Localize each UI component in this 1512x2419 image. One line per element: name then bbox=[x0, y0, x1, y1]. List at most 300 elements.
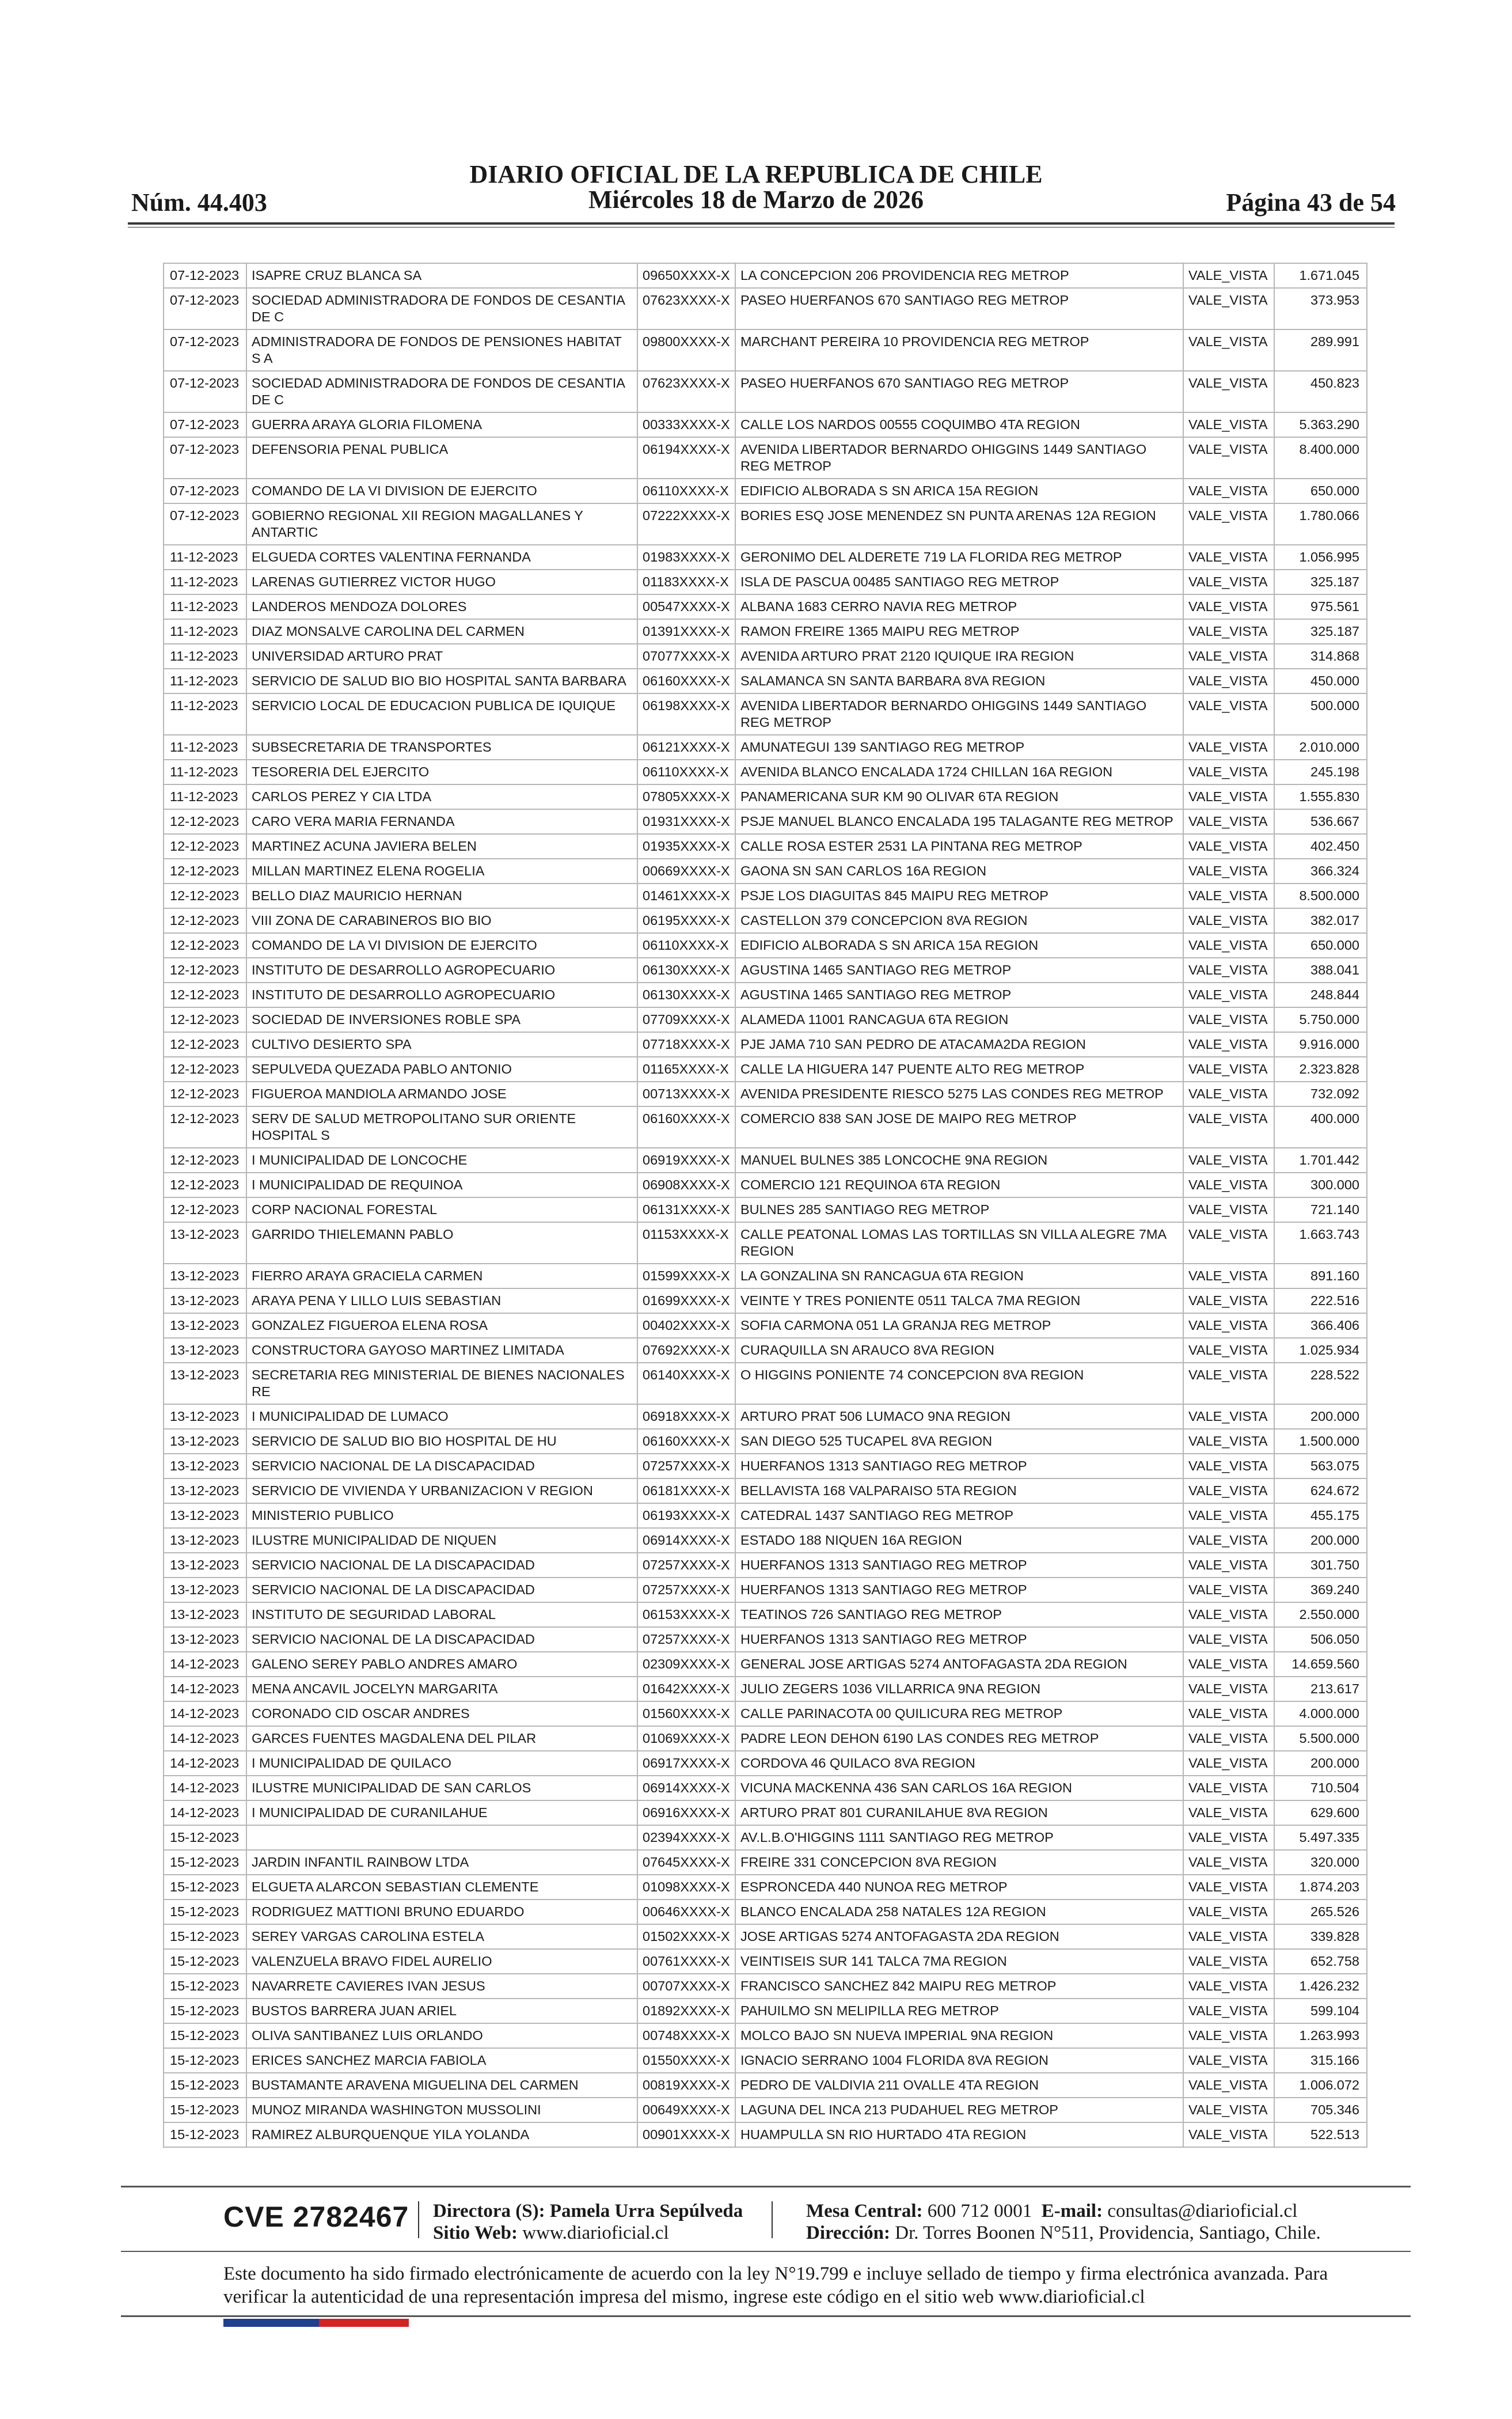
payment-date-cell: 15-12-2023 bbox=[164, 2098, 246, 2122]
beneficiary-name-cell: SECRETARIA REG MINISTERIAL DE BIENES NACIONALES RE bbox=[246, 1363, 637, 1404]
payment-date-cell: 12-12-2023 bbox=[164, 958, 246, 983]
table-row bbox=[164, 859, 1367, 884]
payment-date-cell: 15-12-2023 bbox=[164, 2073, 246, 2098]
beneficiary-name-cell: RAMIREZ ALBURQUENQUE YILA YOLANDA bbox=[246, 2122, 637, 2147]
payment-method-cell: VALE_VISTA bbox=[1183, 669, 1274, 693]
journal-title: DIARIO OFICIAL DE LA REPUBLICA DE CHILE bbox=[469, 160, 1043, 188]
address-cell: HUERFANOS 1313 SANTIAGO REG METROP bbox=[735, 1578, 1183, 1602]
table-row bbox=[164, 412, 1367, 437]
address-cell: GAONA SN SAN CARLOS 16A REGION bbox=[735, 859, 1183, 884]
payment-method-cell: VALE_VISTA bbox=[1183, 1701, 1274, 1726]
rut-masked-cell: 06110XXXX-X bbox=[637, 933, 735, 958]
payment-date-cell: 13-12-2023 bbox=[164, 1528, 246, 1553]
address-cell: VEINTISEIS SUR 141 TALCA 7MA REGION bbox=[735, 1949, 1183, 1974]
address-cell: SAN DIEGO 525 TUCAPEL 8VA REGION bbox=[735, 1429, 1183, 1454]
beneficiary-name-cell: I MUNICIPALIDAD DE QUILACO bbox=[246, 1751, 637, 1776]
rut-masked-cell: 00669XXXX-X bbox=[637, 859, 735, 884]
payment-date-cell: 07-12-2023 bbox=[164, 437, 246, 479]
payment-method-cell: VALE_VISTA bbox=[1183, 1007, 1274, 1032]
payment-method-cell: VALE_VISTA bbox=[1183, 1222, 1274, 1264]
rut-masked-cell: 06153XXXX-X bbox=[637, 1602, 735, 1627]
amount-cell: 382.017 bbox=[1274, 908, 1367, 933]
rut-masked-cell: 06130XXXX-X bbox=[637, 958, 735, 983]
rut-masked-cell: 06198XXXX-X bbox=[637, 693, 735, 735]
address-cell: BULNES 285 SANTIAGO REG METROP bbox=[735, 1197, 1183, 1222]
rut-masked-cell: 01461XXXX-X bbox=[637, 884, 735, 908]
address-cell: CURAQUILLA SN ARAUCO 8VA REGION bbox=[735, 1338, 1183, 1363]
payment-method-cell: VALE_VISTA bbox=[1183, 1578, 1274, 1602]
amount-cell: 301.750 bbox=[1274, 1553, 1367, 1578]
table-row bbox=[164, 1553, 1367, 1578]
address-cell: BLANCO ENCALADA 258 NATALES 12A REGION bbox=[735, 1899, 1183, 1924]
table-row bbox=[164, 1726, 1367, 1751]
payment-date-cell: 15-12-2023 bbox=[164, 1924, 246, 1949]
rut-masked-cell: 02394XXXX-X bbox=[637, 1825, 735, 1850]
amount-cell: 563.075 bbox=[1274, 1454, 1367, 1478]
flag-stripe-blue bbox=[223, 2319, 319, 2327]
address-cell: CALLE LA HIGUERA 147 PUENTE ALTO REG METROP bbox=[735, 1057, 1183, 1082]
payment-method-cell: VALE_VISTA bbox=[1183, 1404, 1274, 1429]
address-cell: MOLCO BAJO SN NUEVA IMPERIAL 9NA REGION bbox=[735, 2023, 1183, 2048]
payment-date-cell: 13-12-2023 bbox=[164, 1503, 246, 1528]
rut-masked-cell: 00819XXXX-X bbox=[637, 2073, 735, 2098]
table-row bbox=[164, 2098, 1367, 2122]
footer-separator bbox=[772, 2201, 773, 2238]
beneficiary-name-cell: VIII ZONA DE CARABINEROS BIO BIO bbox=[246, 908, 637, 933]
table-row bbox=[164, 1652, 1367, 1677]
table-row bbox=[164, 958, 1367, 983]
amount-cell: 5.363.290 bbox=[1274, 412, 1367, 437]
address-label: Dirección: bbox=[806, 2223, 891, 2243]
amount-cell: 366.406 bbox=[1274, 1313, 1367, 1338]
payment-method-cell: VALE_VISTA bbox=[1183, 1677, 1274, 1701]
beneficiary-name-cell: ILUSTRE MUNICIPALIDAD DE NIQUEN bbox=[246, 1528, 637, 1553]
beneficiary-name-cell: OLIVA SANTIBANEZ LUIS ORLANDO bbox=[246, 2023, 637, 2048]
payment-date-cell: 11-12-2023 bbox=[164, 693, 246, 735]
rut-masked-cell: 09650XXXX-X bbox=[637, 263, 735, 288]
amount-cell: 314.868 bbox=[1274, 644, 1367, 669]
address-cell: AMUNATEGUI 139 SANTIAGO REG METROP bbox=[735, 735, 1183, 760]
payment-method-cell: VALE_VISTA bbox=[1183, 619, 1274, 644]
amount-cell: 373.953 bbox=[1274, 288, 1367, 329]
address-cell: HUAMPULLA SN RIO HURTADO 4TA REGION bbox=[735, 2122, 1183, 2147]
beneficiary-name-cell: GARRIDO THIELEMANN PABLO bbox=[246, 1222, 637, 1264]
amount-cell: 320.000 bbox=[1274, 1850, 1367, 1875]
payment-method-cell: VALE_VISTA bbox=[1183, 594, 1274, 619]
rut-masked-cell: 06195XXXX-X bbox=[637, 908, 735, 933]
email-link[interactable]: consultas@diarioficial.cl bbox=[1107, 2201, 1298, 2221]
address-cell: RAMON FREIRE 1365 MAIPU REG METROP bbox=[735, 619, 1183, 644]
payment-method-cell: VALE_VISTA bbox=[1183, 1503, 1274, 1528]
table-row bbox=[164, 1363, 1367, 1404]
payment-date-cell: 13-12-2023 bbox=[164, 1429, 246, 1454]
beneficiary-name-cell: I MUNICIPALIDAD DE CURANILAHUE bbox=[246, 1800, 637, 1825]
table-row bbox=[164, 1197, 1367, 1222]
table-row bbox=[164, 1875, 1367, 1899]
mesa-label: Mesa Central: bbox=[806, 2201, 923, 2221]
beneficiary-name-cell: I MUNICIPALIDAD DE LUMACO bbox=[246, 1404, 637, 1429]
address-cell: EDIFICIO ALBORADA S SN ARICA 15A REGION bbox=[735, 933, 1183, 958]
payment-method-cell: VALE_VISTA bbox=[1183, 437, 1274, 479]
amount-cell: 5.750.000 bbox=[1274, 1007, 1367, 1032]
table-row bbox=[164, 1404, 1367, 1429]
payment-method-cell: VALE_VISTA bbox=[1183, 1429, 1274, 1454]
table-row bbox=[164, 1602, 1367, 1627]
amount-cell: 8.400.000 bbox=[1274, 437, 1367, 479]
beneficiary-name-cell: MILLAN MARTINEZ ELENA ROGELIA bbox=[246, 859, 637, 884]
address-cell: TEATINOS 726 SANTIAGO REG METROP bbox=[735, 1602, 1183, 1627]
table-row bbox=[164, 644, 1367, 669]
footer-rule-bottom bbox=[121, 2315, 1411, 2317]
payment-method-cell: VALE_VISTA bbox=[1183, 1478, 1274, 1503]
payment-date-cell: 11-12-2023 bbox=[164, 784, 246, 809]
rut-masked-cell: 01098XXXX-X bbox=[637, 1875, 735, 1899]
address-cell: PSJE MANUEL BLANCO ENCALADA 195 TALAGANTE REG METROP bbox=[735, 809, 1183, 834]
payment-date-cell: 12-12-2023 bbox=[164, 933, 246, 958]
table-row bbox=[164, 1288, 1367, 1313]
mesa-phone: 600 712 0001 bbox=[927, 2201, 1032, 2221]
beneficiary-name-cell: SOCIEDAD ADMINISTRADORA DE FONDOS DE CESANTIA DE C bbox=[246, 371, 637, 412]
amount-cell: 325.187 bbox=[1274, 619, 1367, 644]
table-row bbox=[164, 1338, 1367, 1363]
payment-date-cell: 13-12-2023 bbox=[164, 1338, 246, 1363]
payment-method-cell: VALE_VISTA bbox=[1183, 570, 1274, 594]
table-row bbox=[164, 1478, 1367, 1503]
payments-table bbox=[163, 263, 1367, 2148]
amount-cell: 200.000 bbox=[1274, 1751, 1367, 1776]
amount-cell: 325.187 bbox=[1274, 570, 1367, 594]
payment-date-cell: 14-12-2023 bbox=[164, 1800, 246, 1825]
payment-method-cell: VALE_VISTA bbox=[1183, 503, 1274, 545]
table-row bbox=[164, 834, 1367, 859]
beneficiary-name-cell: COMANDO DE LA VI DIVISION DE EJERCITO bbox=[246, 479, 637, 503]
amount-cell: 629.600 bbox=[1274, 1800, 1367, 1825]
table-row bbox=[164, 1148, 1367, 1173]
rut-masked-cell: 07257XXXX-X bbox=[637, 1553, 735, 1578]
table-row bbox=[164, 983, 1367, 1007]
payment-method-cell: VALE_VISTA bbox=[1183, 1197, 1274, 1222]
amount-cell: 222.516 bbox=[1274, 1288, 1367, 1313]
address-cell: MARCHANT PEREIRA 10 PROVIDENCIA REG METROP bbox=[735, 329, 1183, 371]
table-row bbox=[164, 760, 1367, 784]
email-label: E-mail: bbox=[1041, 2201, 1103, 2221]
payment-date-cell: 12-12-2023 bbox=[164, 884, 246, 908]
rut-masked-cell: 06121XXXX-X bbox=[637, 735, 735, 760]
address-cell: CALLE PARINACOTA 00 QUILICURA REG METROP bbox=[735, 1701, 1183, 1726]
address-cell: PSJE LOS DIAGUITAS 845 MAIPU REG METROP bbox=[735, 884, 1183, 908]
amount-cell: 1.780.066 bbox=[1274, 503, 1367, 545]
payment-method-cell: VALE_VISTA bbox=[1183, 1313, 1274, 1338]
address-cell: AVENIDA PRESIDENTE RIESCO 5275 LAS CONDES REG METROP bbox=[735, 1082, 1183, 1106]
payment-method-cell: VALE_VISTA bbox=[1183, 1057, 1274, 1082]
table-row bbox=[164, 329, 1367, 371]
amount-cell: 400.000 bbox=[1274, 1106, 1367, 1148]
address-cell: JOSE ARTIGAS 5274 ANTOFAGASTA 2DA REGION bbox=[735, 1924, 1183, 1949]
amount-cell: 1.671.045 bbox=[1274, 263, 1367, 288]
address-cell: PEDRO DE VALDIVIA 211 OVALLE 4TA REGION bbox=[735, 2073, 1183, 2098]
web-link[interactable]: www.diarioficial.cl bbox=[522, 2223, 669, 2243]
footer-director-block bbox=[433, 2200, 743, 2244]
rut-masked-cell: 00707XXXX-X bbox=[637, 1974, 735, 1999]
payment-date-cell: 14-12-2023 bbox=[164, 1776, 246, 1800]
amount-cell: 388.041 bbox=[1274, 958, 1367, 983]
amount-cell: 506.050 bbox=[1274, 1627, 1367, 1652]
table-row bbox=[164, 1578, 1367, 1602]
cve-code: CVE 2782467 bbox=[223, 2201, 409, 2233]
payment-method-cell: VALE_VISTA bbox=[1183, 263, 1274, 288]
beneficiary-name-cell: CULTIVO DESIERTO SPA bbox=[246, 1032, 637, 1057]
director-name: Pamela Urra Sepúlveda bbox=[549, 2201, 743, 2221]
table-row bbox=[164, 1899, 1367, 1924]
table-row bbox=[164, 1082, 1367, 1106]
payment-method-cell: VALE_VISTA bbox=[1183, 958, 1274, 983]
table-row bbox=[164, 1173, 1367, 1197]
rut-masked-cell: 01550XXXX-X bbox=[637, 2048, 735, 2073]
beneficiary-name-cell: SEREY VARGAS CAROLINA ESTELA bbox=[246, 1924, 637, 1949]
payment-method-cell: VALE_VISTA bbox=[1183, 1032, 1274, 1057]
beneficiary-name-cell: ELGUETA ALARCON SEBASTIAN CLEMENTE bbox=[246, 1875, 637, 1899]
amount-cell: 248.844 bbox=[1274, 983, 1367, 1007]
payment-date-cell: 13-12-2023 bbox=[164, 1454, 246, 1478]
payment-date-cell: 12-12-2023 bbox=[164, 809, 246, 834]
payment-date-cell: 07-12-2023 bbox=[164, 479, 246, 503]
amount-cell: 228.522 bbox=[1274, 1363, 1367, 1404]
payment-date-cell: 07-12-2023 bbox=[164, 288, 246, 329]
payment-date-cell: 07-12-2023 bbox=[164, 329, 246, 371]
payment-date-cell: 13-12-2023 bbox=[164, 1288, 246, 1313]
payment-date-cell: 13-12-2023 bbox=[164, 1363, 246, 1404]
rut-masked-cell: 00761XXXX-X bbox=[637, 1949, 735, 1974]
payments-table-body bbox=[164, 263, 1367, 2147]
beneficiary-name-cell: SERVICIO DE VIVIENDA Y URBANIZACION V REGION bbox=[246, 1478, 637, 1503]
payment-date-cell: 11-12-2023 bbox=[164, 760, 246, 784]
payment-date-cell: 14-12-2023 bbox=[164, 1701, 246, 1726]
beneficiary-name-cell: BELLO DIAZ MAURICIO HERNAN bbox=[246, 884, 637, 908]
payment-date-cell: 11-12-2023 bbox=[164, 735, 246, 760]
payment-method-cell: VALE_VISTA bbox=[1183, 1751, 1274, 1776]
rut-masked-cell: 01391XXXX-X bbox=[637, 619, 735, 644]
beneficiary-name-cell: JARDIN INFANTIL RAINBOW LTDA bbox=[246, 1850, 637, 1875]
rut-masked-cell: 06914XXXX-X bbox=[637, 1776, 735, 1800]
address-cell: LA GONZALINA SN RANCAGUA 6TA REGION bbox=[735, 1264, 1183, 1288]
beneficiary-name-cell: SERVICIO DE SALUD BIO BIO HOSPITAL SANTA BARBARA bbox=[246, 669, 637, 693]
payment-method-cell: VALE_VISTA bbox=[1183, 1363, 1274, 1404]
payment-method-cell: VALE_VISTA bbox=[1183, 479, 1274, 503]
payment-method-cell: VALE_VISTA bbox=[1183, 1825, 1274, 1850]
rut-masked-cell: 06917XXXX-X bbox=[637, 1751, 735, 1776]
beneficiary-name-cell: I MUNICIPALIDAD DE LONCOCHE bbox=[246, 1148, 637, 1173]
amount-cell: 5.500.000 bbox=[1274, 1726, 1367, 1751]
table-row bbox=[164, 1701, 1367, 1726]
amount-cell: 455.175 bbox=[1274, 1503, 1367, 1528]
table-row bbox=[164, 1677, 1367, 1701]
address-cell: ARTURO PRAT 801 CURANILAHUE 8VA REGION bbox=[735, 1800, 1183, 1825]
director-label: Directora (S): bbox=[433, 2201, 545, 2221]
payment-method-cell: VALE_VISTA bbox=[1183, 2122, 1274, 2147]
address-cell: PADRE LEON DEHON 6190 LAS CONDES REG METROP bbox=[735, 1726, 1183, 1751]
table-row bbox=[164, 1924, 1367, 1949]
amount-cell: 1.500.000 bbox=[1274, 1429, 1367, 1454]
table-row bbox=[164, 437, 1367, 479]
beneficiary-name-cell: INSTITUTO DE DESARROLLO AGROPECUARIO bbox=[246, 983, 637, 1007]
payment-method-cell: VALE_VISTA bbox=[1183, 1627, 1274, 1652]
beneficiary-name-cell: CORONADO CID OSCAR ANDRES bbox=[246, 1701, 637, 1726]
payment-date-cell: 15-12-2023 bbox=[164, 1999, 246, 2023]
rut-masked-cell: 07257XXXX-X bbox=[637, 1578, 735, 1602]
payment-method-cell: VALE_VISTA bbox=[1183, 933, 1274, 958]
beneficiary-name-cell: GOBIERNO REGIONAL XII REGION MAGALLANES Y ANTARTIC bbox=[246, 503, 637, 545]
payment-method-cell: VALE_VISTA bbox=[1183, 1106, 1274, 1148]
amount-cell: 500.000 bbox=[1274, 693, 1367, 735]
address-cell: GENERAL JOSE ARTIGAS 5274 ANTOFAGASTA 2DA REGION bbox=[735, 1652, 1183, 1677]
address-cell: IGNACIO SERRANO 1004 FLORIDA 8VA REGION bbox=[735, 2048, 1183, 2073]
rut-masked-cell: 01931XXXX-X bbox=[637, 809, 735, 834]
table-row bbox=[164, 2023, 1367, 2048]
address-cell: PANAMERICANA SUR KM 90 OLIVAR 6TA REGION bbox=[735, 784, 1183, 809]
beneficiary-name-cell: ARAYA PENA Y LILLO LUIS SEBASTIAN bbox=[246, 1288, 637, 1313]
rut-masked-cell: 06916XXXX-X bbox=[637, 1800, 735, 1825]
payment-date-cell: 15-12-2023 bbox=[164, 1825, 246, 1850]
amount-cell: 891.160 bbox=[1274, 1264, 1367, 1288]
beneficiary-name-cell: SERVICIO NACIONAL DE LA DISCAPACIDAD bbox=[246, 1578, 637, 1602]
table-row bbox=[164, 1057, 1367, 1082]
rut-masked-cell: 00646XXXX-X bbox=[637, 1899, 735, 1924]
amount-cell: 315.166 bbox=[1274, 2048, 1367, 2073]
rut-masked-cell: 06914XXXX-X bbox=[637, 1528, 735, 1553]
amount-cell: 1.555.830 bbox=[1274, 784, 1367, 809]
address-cell: SALAMANCA SN SANTA BARBARA 8VA REGION bbox=[735, 669, 1183, 693]
table-row bbox=[164, 1800, 1367, 1825]
amount-cell: 450.823 bbox=[1274, 371, 1367, 412]
amount-cell: 975.561 bbox=[1274, 594, 1367, 619]
payment-date-cell: 11-12-2023 bbox=[164, 619, 246, 644]
beneficiary-name-cell: CARLOS PEREZ Y CIA LTDA bbox=[246, 784, 637, 809]
payment-date-cell: 12-12-2023 bbox=[164, 1106, 246, 1148]
amount-cell: 1.006.072 bbox=[1274, 2073, 1367, 2098]
amount-cell: 624.672 bbox=[1274, 1478, 1367, 1503]
address-cell: FREIRE 331 CONCEPCION 8VA REGION bbox=[735, 1850, 1183, 1875]
rut-masked-cell: 01892XXXX-X bbox=[637, 1999, 735, 2023]
rut-masked-cell: 07623XXXX-X bbox=[637, 288, 735, 329]
payment-method-cell: VALE_VISTA bbox=[1183, 1338, 1274, 1363]
payment-date-cell: 07-12-2023 bbox=[164, 412, 246, 437]
amount-cell: 300.000 bbox=[1274, 1173, 1367, 1197]
rut-masked-cell: 00547XXXX-X bbox=[637, 594, 735, 619]
beneficiary-name-cell: ELGUEDA CORTES VALENTINA FERNANDA bbox=[246, 545, 637, 570]
address-cell: COMERCIO 121 REQUINOA 6TA REGION bbox=[735, 1173, 1183, 1197]
beneficiary-name-cell: CORP NACIONAL FORESTAL bbox=[246, 1197, 637, 1222]
address-cell: AVENIDA LIBERTADOR BERNARDO OHIGGINS 1449 SANTIAGO REG METROP bbox=[735, 437, 1183, 479]
payment-date-cell: 12-12-2023 bbox=[164, 1032, 246, 1057]
beneficiary-name-cell: INSTITUTO DE SEGURIDAD LABORAL bbox=[246, 1602, 637, 1627]
address-cell: CATEDRAL 1437 SANTIAGO REG METROP bbox=[735, 1503, 1183, 1528]
amount-cell: 1.701.442 bbox=[1274, 1148, 1367, 1173]
beneficiary-name-cell: CARO VERA MARIA FERNANDA bbox=[246, 809, 637, 834]
rut-masked-cell: 06160XXXX-X bbox=[637, 1429, 735, 1454]
table-row bbox=[164, 1825, 1367, 1850]
table-row bbox=[164, 594, 1367, 619]
rut-masked-cell: 07623XXXX-X bbox=[637, 371, 735, 412]
address-cell: CORDOVA 46 QUILACO 8VA REGION bbox=[735, 1751, 1183, 1776]
legal-notice: Este documento ha sido firmado electrónicamente de acuerdo con la ley N°19.799 e incluye sellado de tiempo y firma electrónica avanzada. Para verificar la autenticidad de una representación impresa del mismo, ingrese este código en el sitio web www.diarioficial.cl bbox=[223, 2263, 1328, 2307]
payment-method-cell: VALE_VISTA bbox=[1183, 1875, 1274, 1899]
amount-cell: 2.550.000 bbox=[1274, 1602, 1367, 1627]
address-cell: ALAMEDA 11001 RANCAGUA 6TA REGION bbox=[735, 1007, 1183, 1032]
beneficiary-name-cell bbox=[246, 1825, 637, 1850]
payment-method-cell: VALE_VISTA bbox=[1183, 2098, 1274, 2122]
payment-method-cell: VALE_VISTA bbox=[1183, 545, 1274, 570]
rut-masked-cell: 00333XXXX-X bbox=[637, 412, 735, 437]
payment-method-cell: VALE_VISTA bbox=[1183, 644, 1274, 669]
beneficiary-name-cell: SOCIEDAD ADMINISTRADORA DE FONDOS DE CESANTIA DE C bbox=[246, 288, 637, 329]
payment-method-cell: VALE_VISTA bbox=[1183, 1999, 1274, 2023]
beneficiary-name-cell: ADMINISTRADORA DE FONDOS DE PENSIONES HABITAT S A bbox=[246, 329, 637, 371]
rut-masked-cell: 06919XXXX-X bbox=[637, 1148, 735, 1173]
table-row bbox=[164, 1106, 1367, 1148]
rut-masked-cell: 00649XXXX-X bbox=[637, 2098, 735, 2122]
rut-masked-cell: 01983XXXX-X bbox=[637, 545, 735, 570]
beneficiary-name-cell: SERVICIO DE SALUD BIO BIO HOSPITAL DE HU bbox=[246, 1429, 637, 1454]
payment-method-cell: VALE_VISTA bbox=[1183, 908, 1274, 933]
amount-cell: 1.874.203 bbox=[1274, 1875, 1367, 1899]
beneficiary-name-cell: MUNOZ MIRANDA WASHINGTON MUSSOLINI bbox=[246, 2098, 637, 2122]
amount-cell: 650.000 bbox=[1274, 933, 1367, 958]
table-row bbox=[164, 693, 1367, 735]
address-cell: PJE JAMA 710 SAN PEDRO DE ATACAMA2DA REGION bbox=[735, 1032, 1183, 1057]
payment-method-cell: VALE_VISTA bbox=[1183, 1776, 1274, 1800]
address-cell: HUERFANOS 1313 SANTIAGO REG METROP bbox=[735, 1553, 1183, 1578]
payment-method-cell: VALE_VISTA bbox=[1183, 859, 1274, 884]
rut-masked-cell: 07805XXXX-X bbox=[637, 784, 735, 809]
payment-method-cell: VALE_VISTA bbox=[1183, 1288, 1274, 1313]
amount-cell: 200.000 bbox=[1274, 1404, 1367, 1429]
payment-method-cell: VALE_VISTA bbox=[1183, 1974, 1274, 1999]
address-cell: O HIGGINS PONIENTE 74 CONCEPCION 8VA REGION bbox=[735, 1363, 1183, 1404]
payment-method-cell: VALE_VISTA bbox=[1183, 983, 1274, 1007]
beneficiary-name-cell: VALENZUELA BRAVO FIDEL AURELIO bbox=[246, 1949, 637, 1974]
payment-method-cell: VALE_VISTA bbox=[1183, 1652, 1274, 1677]
beneficiary-name-cell: INSTITUTO DE DESARROLLO AGROPECUARIO bbox=[246, 958, 637, 983]
payment-date-cell: 11-12-2023 bbox=[164, 594, 246, 619]
payment-date-cell: 11-12-2023 bbox=[164, 644, 246, 669]
payment-method-cell: VALE_VISTA bbox=[1183, 693, 1274, 735]
amount-cell: 265.526 bbox=[1274, 1899, 1367, 1924]
rut-masked-cell: 06194XXXX-X bbox=[637, 437, 735, 479]
address-cell: ARTURO PRAT 506 LUMACO 9NA REGION bbox=[735, 1404, 1183, 1429]
table-row bbox=[164, 1264, 1367, 1288]
amount-cell: 14.659.560 bbox=[1274, 1652, 1367, 1677]
table-row bbox=[164, 735, 1367, 760]
address-cell: MANUEL BULNES 385 LONCOCHE 9NA REGION bbox=[735, 1148, 1183, 1173]
address-cell: JULIO ZEGERS 1036 VILLARRICA 9NA REGION bbox=[735, 1677, 1183, 1701]
payment-method-cell: VALE_VISTA bbox=[1183, 809, 1274, 834]
payment-method-cell: VALE_VISTA bbox=[1183, 2048, 1274, 2073]
payment-method-cell: VALE_VISTA bbox=[1183, 2073, 1274, 2098]
payment-date-cell: 12-12-2023 bbox=[164, 1057, 246, 1082]
payment-date-cell: 13-12-2023 bbox=[164, 1602, 246, 1627]
amount-cell: 721.140 bbox=[1274, 1197, 1367, 1222]
rut-masked-cell: 07718XXXX-X bbox=[637, 1032, 735, 1057]
payment-date-cell: 11-12-2023 bbox=[164, 570, 246, 594]
rut-masked-cell: 01069XXXX-X bbox=[637, 1726, 735, 1751]
beneficiary-name-cell: FIGUEROA MANDIOLA ARMANDO JOSE bbox=[246, 1082, 637, 1106]
payment-method-cell: VALE_VISTA bbox=[1183, 412, 1274, 437]
table-row bbox=[164, 669, 1367, 693]
amount-cell: 245.198 bbox=[1274, 760, 1367, 784]
payment-date-cell: 15-12-2023 bbox=[164, 1899, 246, 1924]
amount-cell: 339.828 bbox=[1274, 1924, 1367, 1949]
header-rule bbox=[128, 222, 1395, 225]
